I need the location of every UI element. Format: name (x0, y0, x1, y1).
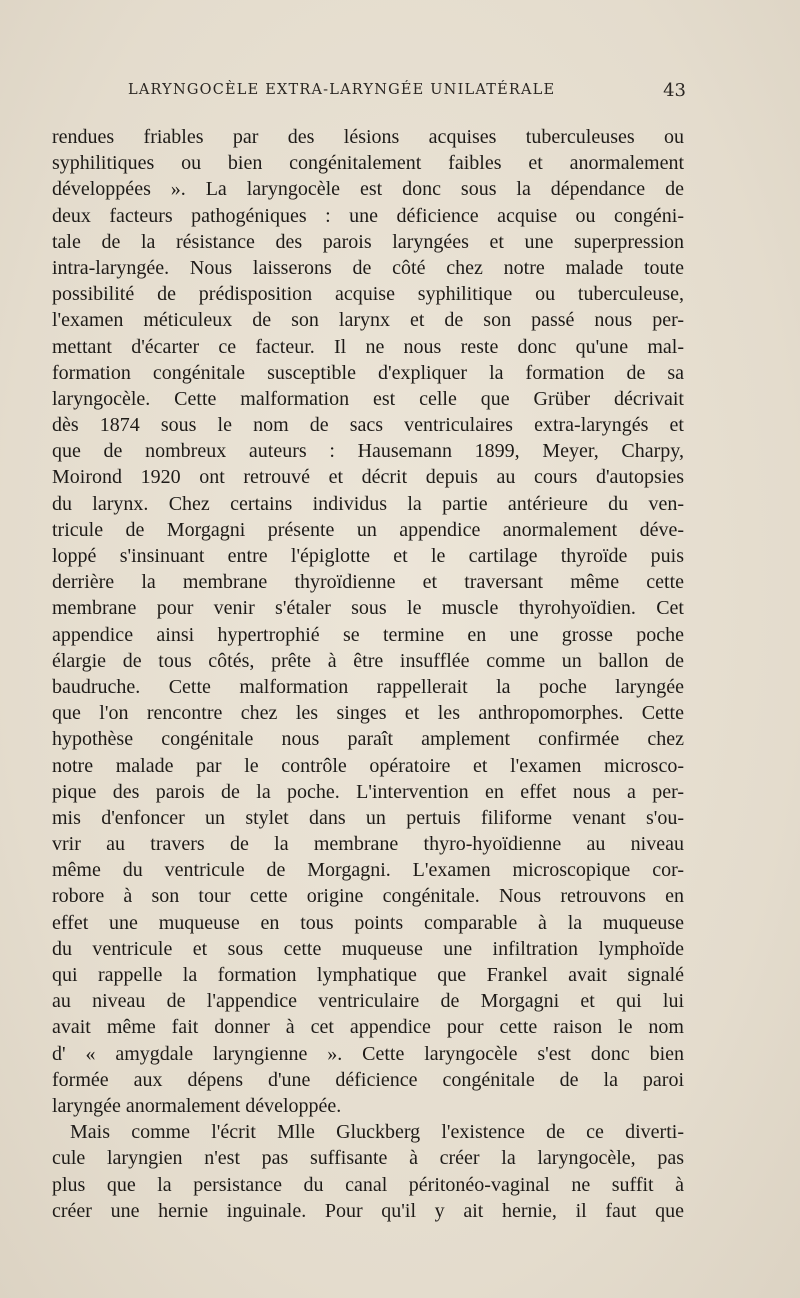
text-line: pique des parois de la poche. L'intervention en effet nous a per- (52, 780, 684, 803)
page-number: 43 (663, 80, 686, 101)
text-line: l'examen méticuleux de son larynx et de son passé nous per- (52, 309, 684, 332)
text-line: derrière la membrane thyroïdienne et traversant même cette (52, 571, 684, 594)
text-line: créer une hernie inguinale. Pour qu'il y ait hernie, il faut que (52, 1199, 684, 1222)
text-line: intra-laryngée. Nous laisserons de côté chez notre malade toute (52, 256, 684, 279)
text-line: possibilité de prédisposition acquise syphilitique ou tuberculeuse, (52, 283, 684, 306)
text-line: syphilitiques ou bien congénitalement faibles et anormalement (52, 152, 684, 175)
text-line: robore à son tour cette origine congénitale. Nous retrouvons en (52, 885, 684, 908)
text-line: loppé s'insinuant entre l'épiglotte et le cartilage thyroïde puis (52, 545, 684, 567)
text-line: d' « amygdale laryngienne ». Cette laryngocèle s'est donc bien (52, 1042, 684, 1065)
text-line: tricule de Morgagni présente un appendice anormalement déve- (52, 518, 684, 541)
text-line: effet une muqueuse en tous points comparable à la muqueuse (52, 911, 684, 934)
text-line: Moirond 1920 ont retrouvé et décrit depuis au cours d'autopsies (52, 466, 684, 489)
text-line: Mais comme l'écrit Mlle Gluckberg l'existence de ce diverti- (70, 1121, 684, 1144)
text-line: tale de la résistance des parois laryngées et une superpression (52, 230, 684, 253)
text-line: appendice ainsi hypertrophié se termine en une grosse poche (52, 623, 684, 646)
text-line: formée aux dépens d'une déficience congénitale de la paroi (52, 1068, 684, 1091)
text-line: qui rappelle la formation lymphatique que Frankel avait signalé (52, 964, 684, 986)
text-line: membrane pour venir s'étaler sous le muscle thyrohyoïdien. Cet (52, 597, 684, 620)
text-line: développées ». La laryngocèle est donc sous la dépendance de (52, 178, 684, 201)
text-line: deux facteurs pathogéniques : une déficience acquise ou congéni- (52, 204, 684, 227)
text-line: élargie de tous côtés, prête à être insufflée comme un ballon de (52, 649, 684, 672)
text-line: rendues friables par des lésions acquises tuberculeuses ou (52, 126, 684, 148)
text-line: notre malade par le contrôle opératoire et l'examen microsco- (52, 754, 684, 777)
text-line: mis d'enfoncer un stylet dans un pertuis filiforme venant s'ou- (52, 806, 684, 829)
text-line: que l'on rencontre chez les singes et les anthropomorphes. Cette (52, 702, 684, 725)
text-line: baudruche. Cette malformation rappellerait la poche laryngée (52, 675, 684, 698)
body-text (52, 124, 684, 1224)
running-head (128, 82, 686, 108)
text-line: du ventricule et sous cette muqueuse une infiltration lymphoïde (52, 937, 684, 960)
running-title: LARYNGOCÈLE EXTRA-LARYNGÉE UNILATÉRALE (128, 82, 556, 98)
text-line: formation congénitale susceptible d'expliquer la formation de sa (52, 361, 684, 384)
text-line: laryngée anormalement développée. (52, 1094, 342, 1117)
text-line: au niveau de l'appendice ventriculaire de Morgagni et qui lui (52, 990, 684, 1013)
text-line: plus que la persistance du canal péritonéo-vaginal ne suffit à (52, 1173, 684, 1196)
text-line: mettant d'écarter ce facteur. Il ne nous reste donc qu'une mal- (52, 335, 684, 358)
text-line: vrir au travers de la membrane thyro-hyoïdienne au niveau (52, 833, 684, 856)
text-line: cule laryngien n'est pas suffisante à créer la laryngocèle, pas (52, 1147, 684, 1170)
text-line: du larynx. Chez certains individus la partie antérieure du ven- (52, 492, 684, 515)
text-line: dès 1874 sous le nom de sacs ventriculaires extra-laryngés et (52, 414, 684, 437)
text-line: que de nombreux auteurs : Hausemann 1899, Meyer, Charpy, (52, 440, 684, 463)
text-line: hypothèse congénitale nous paraît amplement confirmée chez (52, 728, 684, 751)
text-line: laryngocèle. Cette malformation est celle que Grüber décrivait (52, 387, 684, 410)
text-line: même du ventricule de Morgagni. L'examen microscopique cor- (52, 859, 684, 882)
text-line: avait même fait donner à cet appendice pour cette raison le nom (52, 1016, 684, 1039)
